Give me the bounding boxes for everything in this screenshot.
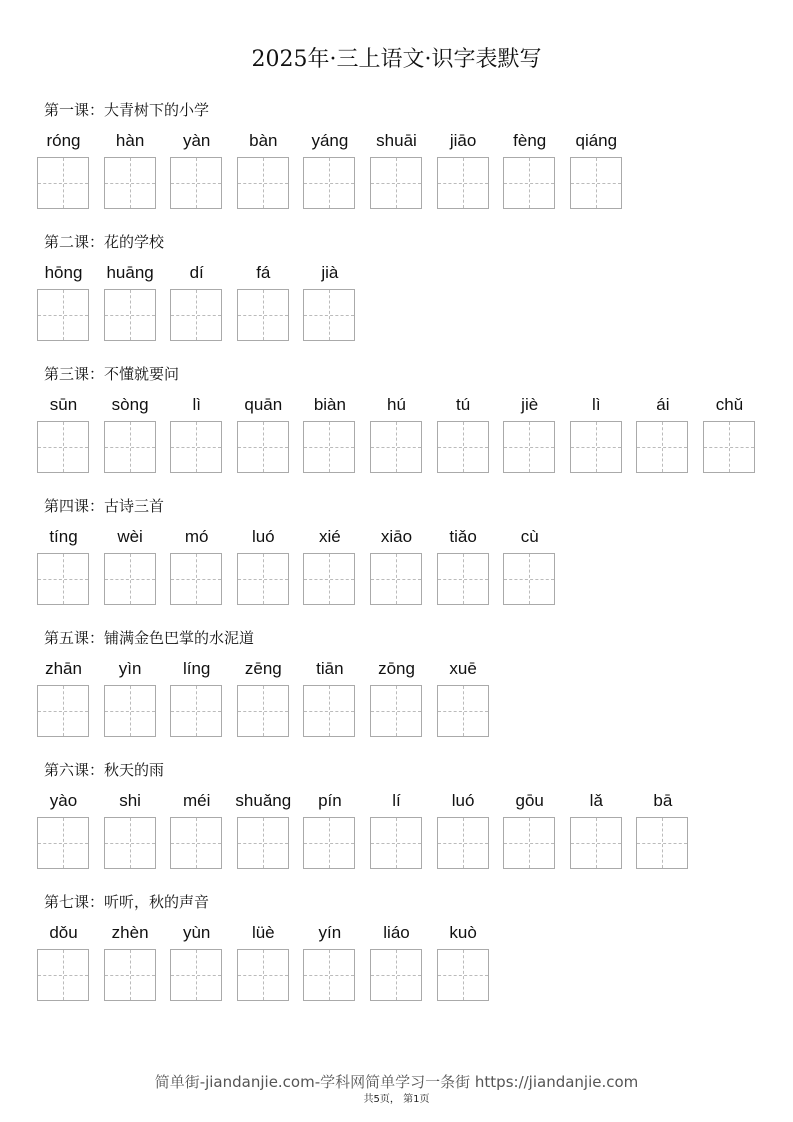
- character-cell: [170, 791, 223, 869]
- character-cell: [104, 131, 157, 209]
- character-cell: [237, 659, 290, 737]
- character-cell: [170, 659, 223, 737]
- writing-grid-box[interactable]: [237, 421, 289, 473]
- writing-grid-box[interactable]: [237, 553, 289, 605]
- writing-grid-box[interactable]: [37, 949, 89, 1001]
- writing-grid-box[interactable]: [437, 817, 489, 869]
- pinyin-label: róng: [46, 131, 81, 150]
- pinyin-label: ái: [656, 395, 670, 414]
- writing-grid-box[interactable]: [303, 157, 355, 209]
- character-cell: [170, 527, 223, 605]
- writing-grid-box[interactable]: [237, 289, 289, 341]
- character-cell: [37, 923, 90, 1001]
- pinyin-label: luó: [251, 527, 275, 546]
- character-cell: [303, 659, 356, 737]
- character-cell: [104, 923, 157, 1001]
- pinyin-label: kuò: [449, 923, 477, 942]
- writing-grid-box[interactable]: [170, 817, 222, 869]
- lesson-title: 第七课：听听，秋的声音: [44, 893, 210, 911]
- pinyin-label: yùn: [182, 923, 211, 942]
- writing-grid-box[interactable]: [170, 421, 222, 473]
- writing-grid-box[interactable]: [237, 685, 289, 737]
- writing-grid-box[interactable]: [636, 817, 688, 869]
- writing-grid-box[interactable]: [303, 553, 355, 605]
- character-cell: [370, 659, 423, 737]
- writing-grid-box[interactable]: [370, 685, 422, 737]
- character-cell: [303, 527, 356, 605]
- pinyin-label: liáo: [383, 923, 410, 942]
- writing-grid-box[interactable]: [503, 817, 555, 869]
- pinyin-label: tú: [456, 395, 471, 414]
- character-cell: [437, 527, 490, 605]
- character-cell: [636, 395, 689, 473]
- pinyin-label: hú: [387, 395, 406, 414]
- character-cell: [303, 263, 356, 341]
- character-cell: [37, 131, 90, 209]
- writing-grid-box[interactable]: [104, 817, 156, 869]
- pinyin-label: wèi: [117, 527, 143, 546]
- writing-grid-box[interactable]: [303, 289, 355, 341]
- writing-grid-box[interactable]: [437, 157, 489, 209]
- character-cell: [237, 395, 290, 473]
- pinyin-label: jià: [321, 263, 339, 282]
- pinyin-label: méi: [182, 791, 211, 810]
- pinyin-label: bā: [653, 791, 673, 810]
- writing-grid-box[interactable]: [370, 421, 422, 473]
- writing-grid-box[interactable]: [437, 421, 489, 473]
- character-cell: [237, 791, 290, 869]
- character-cell: [170, 395, 223, 473]
- writing-grid-box[interactable]: [570, 157, 622, 209]
- lesson-section: [44, 359, 764, 489]
- character-cell: [503, 527, 556, 605]
- pinyin-label: sūn: [49, 395, 78, 414]
- character-cell: [437, 923, 490, 1001]
- writing-grid-box[interactable]: [104, 157, 156, 209]
- pinyin-label: jiè: [521, 395, 539, 414]
- character-cell: [570, 131, 623, 209]
- character-cell: [370, 527, 423, 605]
- writing-grid-box[interactable]: [437, 685, 489, 737]
- writing-grid-box[interactable]: [370, 817, 422, 869]
- character-cell: [437, 659, 490, 737]
- pinyin-label: yín: [318, 923, 342, 942]
- pinyin-label: sòng: [111, 395, 149, 414]
- writing-grid-box[interactable]: [237, 157, 289, 209]
- pinyin-label: lüè: [251, 923, 275, 942]
- character-cell: [237, 263, 290, 341]
- character-cell: [303, 923, 356, 1001]
- character-cell: [37, 395, 90, 473]
- pinyin-label: jiāo: [449, 131, 477, 150]
- character-cell: [503, 791, 556, 869]
- character-cell: [437, 395, 490, 473]
- writing-grid-box[interactable]: [37, 817, 89, 869]
- lesson-section: [44, 227, 764, 357]
- footer-watermark: 简单街-jiandanjie.com-学科网简单学习一条街 https://jiandanjie.com: [154, 1073, 639, 1091]
- lesson-title: 第三课：不懂就要问: [44, 365, 180, 383]
- writing-grid-box[interactable]: [437, 949, 489, 1001]
- character-cell: [104, 527, 157, 605]
- character-cell: [104, 791, 157, 869]
- writing-grid-box[interactable]: [303, 421, 355, 473]
- character-cell: [370, 131, 423, 209]
- pinyin-label: qiáng: [575, 131, 618, 150]
- character-cell: [570, 791, 623, 869]
- lesson-section: [44, 491, 764, 621]
- pinyin-label: zōng: [378, 659, 415, 678]
- writing-grid-box[interactable]: [104, 289, 156, 341]
- pinyin-label: dí: [189, 263, 204, 282]
- character-cell: [437, 791, 490, 869]
- character-cell: [104, 263, 157, 341]
- pinyin-label: shuǎng: [235, 791, 292, 810]
- character-cell: [37, 659, 90, 737]
- character-cell: [237, 923, 290, 1001]
- writing-grid-box[interactable]: [37, 553, 89, 605]
- character-cell: [37, 263, 90, 341]
- pinyin-label: tíng: [49, 527, 78, 546]
- pinyin-label: xuē: [449, 659, 477, 678]
- lesson-section: [44, 623, 764, 753]
- writing-grid-box[interactable]: [170, 553, 222, 605]
- writing-grid-box[interactable]: [303, 685, 355, 737]
- character-cell: [370, 791, 423, 869]
- lesson-title: 第二课：花的学校: [44, 233, 165, 251]
- writing-grid-box[interactable]: [37, 289, 89, 341]
- lesson-title: 第六课：秋天的雨: [44, 761, 165, 779]
- pinyin-label: tiǎo: [449, 527, 477, 546]
- pinyin-label: huāng: [106, 263, 154, 282]
- pinyin-label: hàn: [115, 131, 145, 150]
- pinyin-label: shuāi: [376, 131, 417, 150]
- pinyin-label: dǒu: [49, 923, 78, 942]
- character-cell: [37, 527, 90, 605]
- pinyin-label: fá: [256, 263, 271, 282]
- writing-grid-box[interactable]: [104, 553, 156, 605]
- pinyin-label: biàn: [313, 395, 346, 414]
- character-cell: [170, 263, 223, 341]
- pinyin-label: yáng: [311, 131, 349, 150]
- pinyin-label: xiāo: [380, 527, 413, 546]
- character-cell: [636, 791, 689, 869]
- writing-grid-box[interactable]: [570, 817, 622, 869]
- writing-grid-box[interactable]: [237, 949, 289, 1001]
- writing-grid-box[interactable]: [503, 157, 555, 209]
- pinyin-label: lí: [392, 791, 401, 810]
- character-cell: [237, 527, 290, 605]
- lesson-title: 第五课：铺满金色巴掌的水泥道: [44, 629, 255, 647]
- pinyin-label: yào: [49, 791, 78, 810]
- writing-grid-box[interactable]: [503, 421, 555, 473]
- character-cell: [370, 395, 423, 473]
- writing-grid-box[interactable]: [104, 949, 156, 1001]
- writing-grid-box[interactable]: [170, 157, 222, 209]
- pinyin-label: xié: [319, 527, 341, 546]
- pinyin-label: tiān: [316, 659, 344, 678]
- pinyin-label: cù: [520, 527, 539, 546]
- character-cell: [503, 395, 556, 473]
- character-cell: [437, 131, 490, 209]
- character-cell: [370, 923, 423, 1001]
- writing-grid-box[interactable]: [370, 157, 422, 209]
- character-cell: [237, 131, 290, 209]
- pinyin-label: zhèn: [111, 923, 149, 942]
- pinyin-label: hōng: [44, 263, 83, 282]
- pinyin-label: zēng: [244, 659, 282, 678]
- pinyin-label: yìn: [118, 659, 142, 678]
- pinyin-label: fèng: [513, 131, 547, 150]
- writing-grid-box[interactable]: [170, 685, 222, 737]
- lesson-section: [44, 887, 764, 1017]
- character-cell: [104, 395, 157, 473]
- character-cell: [303, 131, 356, 209]
- writing-grid-box[interactable]: [370, 553, 422, 605]
- pinyin-label: shi: [119, 791, 141, 810]
- character-cell: [104, 659, 157, 737]
- pinyin-label: mó: [184, 527, 209, 546]
- character-cell: [703, 395, 756, 473]
- writing-grid-box[interactable]: [370, 949, 422, 1001]
- writing-grid-box[interactable]: [170, 949, 222, 1001]
- writing-grid-box[interactable]: [37, 685, 89, 737]
- writing-grid-box[interactable]: [37, 421, 89, 473]
- pinyin-label: líng: [182, 659, 211, 678]
- pinyin-label: quān: [244, 395, 283, 414]
- pinyin-label: luó: [451, 791, 475, 810]
- character-cell: [503, 131, 556, 209]
- page-title: 2025年·三上语文·识字表默写: [251, 47, 542, 72]
- lesson-section: [44, 755, 764, 885]
- page-number: 共5页， 第1页: [363, 1094, 430, 1105]
- writing-grid-box[interactable]: [303, 949, 355, 1001]
- writing-grid-box[interactable]: [237, 817, 289, 869]
- writing-grid-box[interactable]: [104, 685, 156, 737]
- pinyin-label: lì: [592, 395, 601, 414]
- pinyin-label: lǎ: [589, 791, 603, 810]
- writing-grid-box[interactable]: [570, 421, 622, 473]
- character-cell: [170, 131, 223, 209]
- writing-grid-box[interactable]: [37, 157, 89, 209]
- writing-grid-box[interactable]: [703, 421, 755, 473]
- pinyin-label: bàn: [249, 131, 278, 150]
- writing-grid-box[interactable]: [104, 421, 156, 473]
- character-cell: [37, 791, 90, 869]
- writing-grid-box[interactable]: [437, 553, 489, 605]
- pinyin-label: yàn: [182, 131, 211, 150]
- pinyin-label: chǔ: [715, 395, 744, 414]
- pinyin-label: pín: [318, 791, 342, 810]
- lesson-title: 第四课：古诗三首: [44, 497, 165, 515]
- character-cell: [570, 395, 623, 473]
- pinyin-label: gōu: [515, 791, 544, 810]
- character-cell: [170, 923, 223, 1001]
- writing-grid-box[interactable]: [636, 421, 688, 473]
- writing-grid-box[interactable]: [503, 553, 555, 605]
- pinyin-label: zhān: [45, 659, 82, 678]
- character-cell: [303, 791, 356, 869]
- writing-grid-box[interactable]: [303, 817, 355, 869]
- pinyin-label: lì: [192, 395, 201, 414]
- writing-grid-box[interactable]: [170, 289, 222, 341]
- character-cell: [303, 395, 356, 473]
- lesson-title: 第一课：大青树下的小学: [44, 101, 210, 119]
- lesson-section: [44, 95, 764, 225]
